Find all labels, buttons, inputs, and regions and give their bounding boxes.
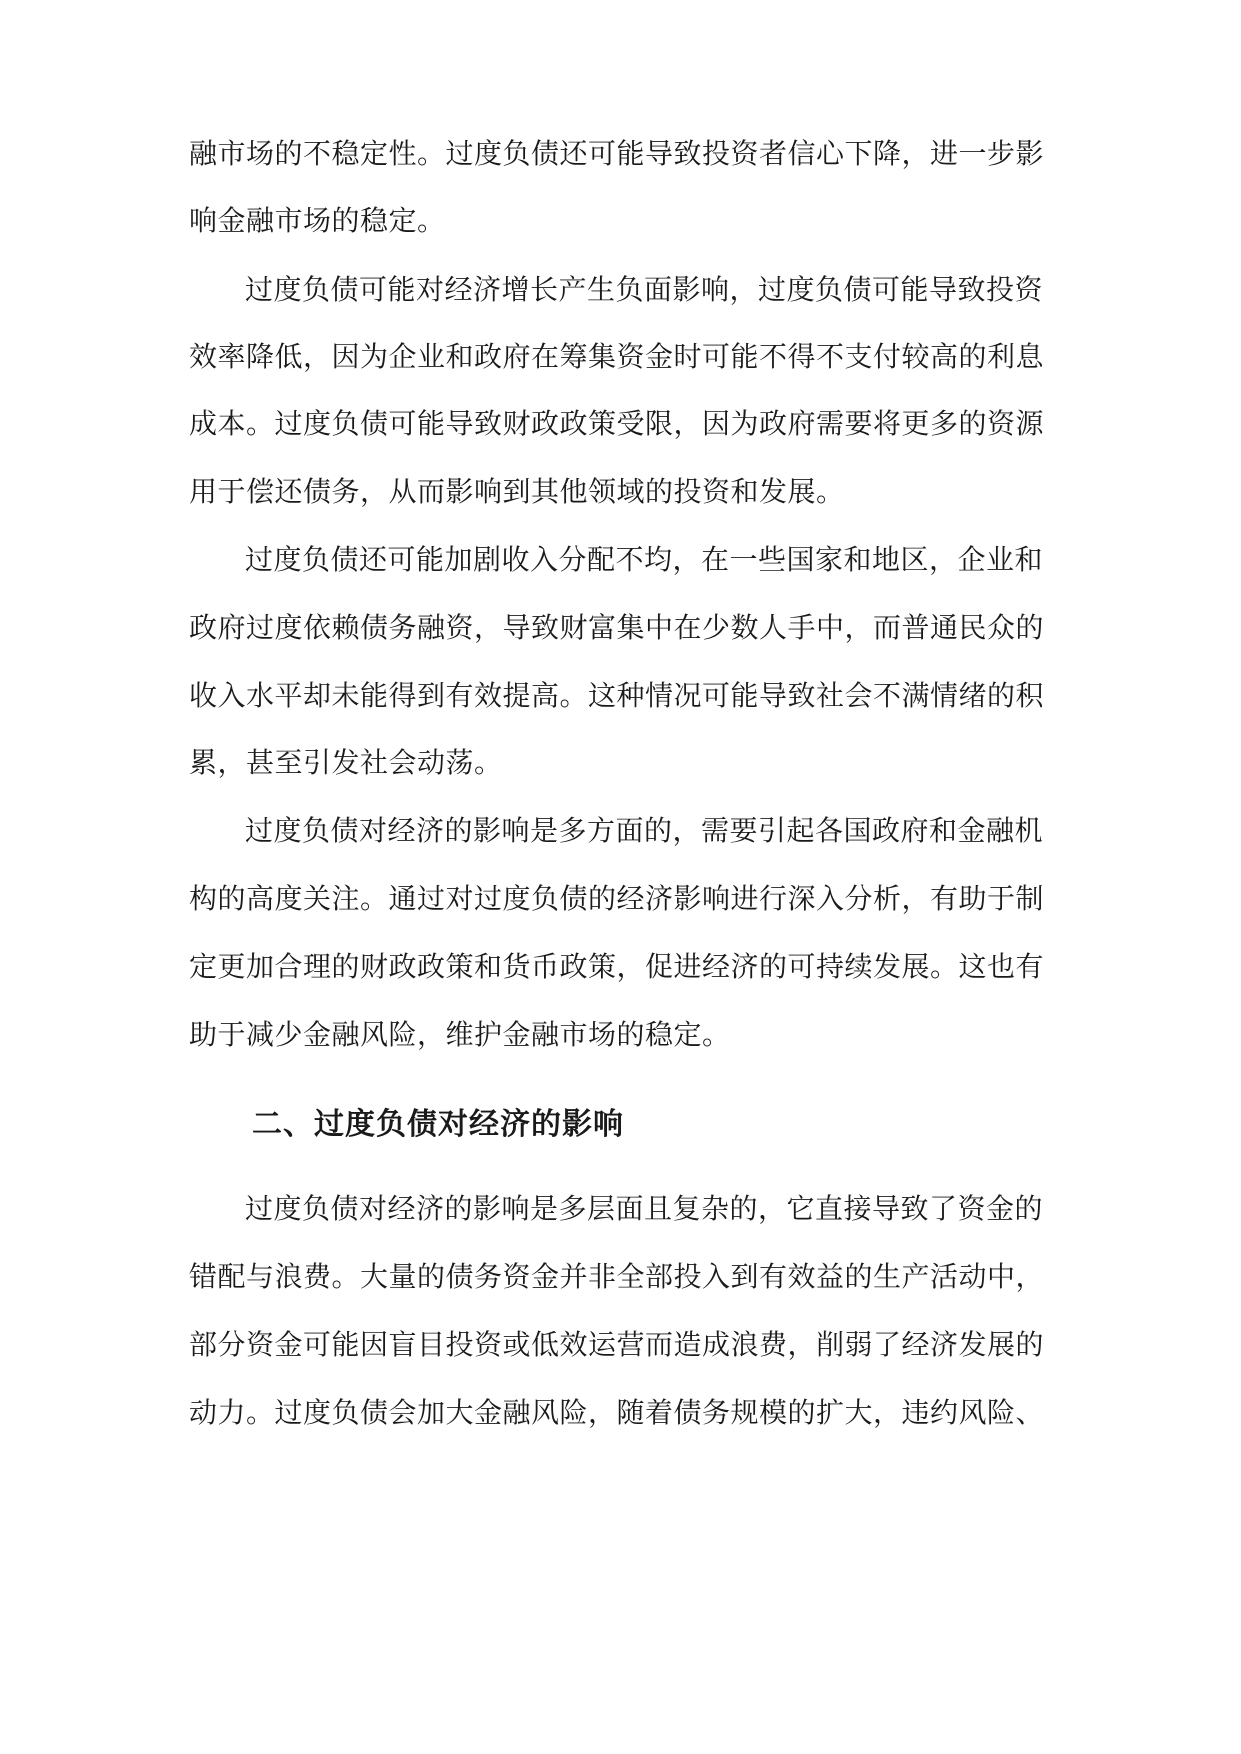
paragraph-line: 过度负债对经济的影响是多方面的，需要引起各国政府和金融机 [245,814,1044,847]
paragraph-line: 融市场的不稳定性。过度负债还可能导致投资者信心下降，进一步影 [189,137,1045,170]
paragraph-line: 错配与浪费。大量的债务资金并非全部投入到有效益的生产活动中， [189,1260,1045,1293]
paragraph-line: 成本。过度负债可能导致财政政策受限，因为政府需要将更多的资源 [189,407,1045,440]
section-heading: 二、过度负债对经济的影响 [252,1107,624,1142]
paragraph-line: 过度负债对经济的影响是多层面且复杂的，它直接导致了资金的 [245,1192,1044,1225]
paragraph-line: 响金融市场的稳定。 [189,204,446,237]
paragraph-line: 政府过度依赖债务融资，导致财富集中在少数人手中，而普通民众的 [189,611,1045,644]
paragraph-line: 构的高度关注。通过对过度负债的经济影响进行深入分析，有助于制 [189,882,1045,915]
paragraph-line: 部分资金可能因盲目投资或低效运营而造成浪费，削弱了经济发展的 [189,1328,1045,1361]
paragraph-line: 收入水平却未能得到有效提高。这种情况可能导致社会不满情绪的积 [189,679,1045,712]
paragraph-line: 动力。过度负债会加大金融风险，随着债务规模的扩大，违约风险、 [189,1396,1045,1429]
paragraph-line: 定更加合理的财政政策和货币政策，促进经济的可持续发展。这也有 [189,950,1045,983]
paragraph-line: 过度负债可能对经济增长产生负面影响，过度负债可能导致投资 [245,273,1044,306]
paragraph-line: 过度负债还可能加剧收入分配不均，在一些国家和地区，企业和 [245,543,1044,576]
paragraph-line: 用于偿还债务，从而影响到其他领域的投资和发展。 [189,475,845,508]
paragraph-line: 效率降低，因为企业和政府在筹集资金时可能不得不支付较高的利息 [189,340,1045,373]
paragraph-line: 累，甚至引发社会动荡。 [189,746,503,779]
paragraph-line: 助于减少金融风险，维护金融市场的稳定。 [189,1018,731,1051]
